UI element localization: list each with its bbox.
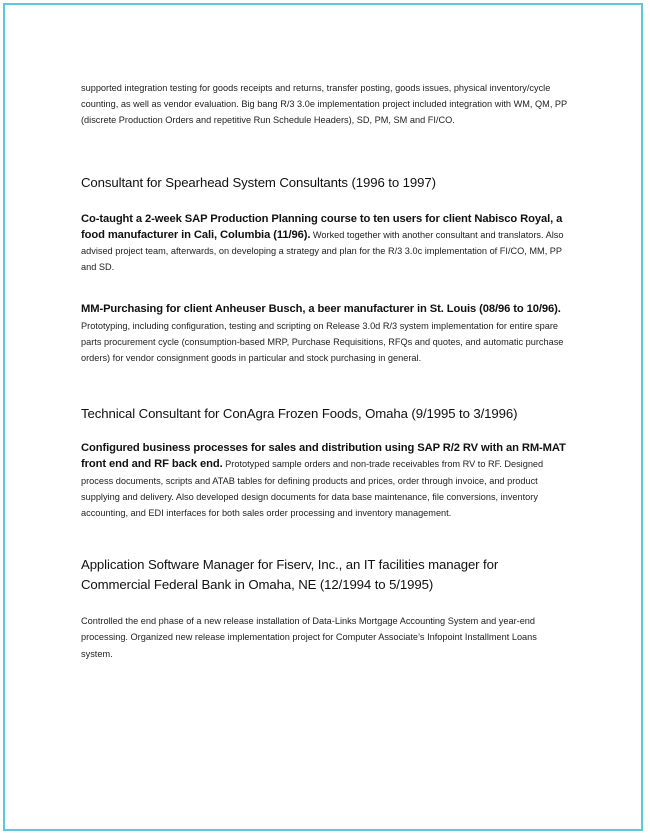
entry-lead: MM-Purchasing for client Anheuser Busch, a beer manufacturer in St. Louis (08/96 to 10/96). bbox=[81, 303, 561, 316]
entry-nabisco bbox=[81, 211, 571, 276]
section-heading-conagra: Technical Consultant for ConAgra Frozen Foods, Omaha (9/1995 to 3/1996) bbox=[81, 406, 518, 422]
section-heading-fiserv: Application Software Manager for Fiserv, Inc., an IT facilities manager for Commercial Federal Bank in Omaha, NE (12/1994 to 5/1995) bbox=[81, 557, 499, 593]
entry-fiserv: Controlled the end phase of a new release installation of Data-Links Mortgage Accounting System and year-end processing. Organized new release implementation project for Computer Associate’s Infopoint Installment Loans system. bbox=[81, 616, 537, 659]
entry-text: Prototyped sample orders and non-trade receivables from RV to RF. Designed process documents, scripts and ATAB tables for defining products and prices, order through invoice, and product supplying and delivery. Also developed design documents for data base maintenance, file conversions, inventory accounting, and EDI interfaces for both sales order processing and inventory management. bbox=[81, 459, 544, 519]
entry-text: Worked together with another consultant and translators. Also advised project team, afterwards, on developing a strategy and plan for the R/3 3.0c implementation of FI/CO, MM, PP and SD. bbox=[81, 229, 564, 273]
document-body bbox=[81, 80, 571, 662]
entry-anheuser-busch bbox=[81, 301, 571, 366]
entry-lead: Co-taught a 2-week SAP Production Planning course to ten users for client Nabisco Royal, a food manufacturer in Cali, Columbia (11/96). bbox=[81, 212, 563, 241]
intro-paragraph: supported integration testing for goods receipts and returns, transfer posting, goods issues, physical inventory/cycle counting, as well as vendor evaluation. Big bang R/3 3.0e implementation project included integration with WM, QM, PP (discrete Production Orders and repetitive Run Schedule Headers), SD, PM, SM and FI/CO. bbox=[81, 83, 568, 126]
entry-conagra bbox=[81, 440, 571, 521]
entry-text: Prototyping, including configuration, testing and scripting on Release 3.0d R/3 system implementation for entire spare parts procurement cycle (consumption-based MRP, Purchase Requisitions, RFQs and quotes, and automatic purchase orders) for vendor consignment goods in particular and stock purchasing in general. bbox=[81, 320, 564, 364]
entry-lead: Configured business processes for sales and distribution using SAP R/2 RV with an RM-MAT front end and RF back end. bbox=[81, 442, 566, 471]
section-heading-spearhead: Consultant for Spearhead System Consultants (1996 to 1997) bbox=[81, 174, 436, 190]
